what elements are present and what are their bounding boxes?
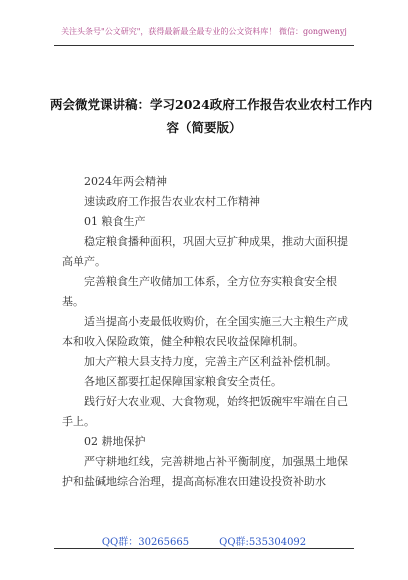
footer-qq-group-2: QQ群:535304092	[219, 537, 307, 548]
footer-qq-group-1: QQ群：30265665	[101, 537, 190, 548]
document-body	[62, 172, 352, 492]
body-paragraph: 稳定粮食播种面积，巩固大豆扩种成果，推动大面积提高单产。	[62, 235, 348, 268]
body-heading-line: 02 耕地保护	[84, 435, 146, 448]
header-divider	[54, 45, 354, 46]
footer-divider	[54, 548, 354, 549]
body-paragraph: 适当提高小麦最低收购价，在全国实施三大主粮生产成本和收入保险政策，健全种粮农民收益保障机制。	[62, 315, 348, 348]
document-title-line-1: 两会微党课讲稿：学习2024政府工作报告农业农村工作内	[50, 97, 373, 112]
body-heading-line: 2024年两会精神	[84, 175, 167, 188]
body-paragraph: 践行好大农业观、大食物观，始终把饭碗牢牢端在自己手上。	[62, 395, 348, 428]
body-paragraph: 严守耕地红线，完善耕地占补平衡制度，加强黑土地保护和盐碱地综合治理，提高高标准农田建设投资补助水	[62, 455, 348, 488]
document-title-line-2: 容（简要版）	[166, 120, 242, 135]
body-paragraph: 完善粮食生产收储加工体系，全方位夯实粮食安全根基。	[62, 275, 337, 308]
body-paragraph: 加大产粮大县支持力度，完善主产区利益补偿机制。	[84, 355, 337, 368]
body-heading-line: 速读政府工作报告农业农村工作精神	[84, 195, 260, 208]
body-paragraph: 各地区都要扛起保障国家粮食安全责任。	[84, 375, 282, 388]
body-heading-line: 01 粮食生产	[84, 215, 146, 228]
header-note: 关注头条号"公文研究"，获得最新最全最专业的公文资料库！ 微信：gongwenyj	[61, 27, 347, 36]
footer-contact	[0, 533, 408, 548]
